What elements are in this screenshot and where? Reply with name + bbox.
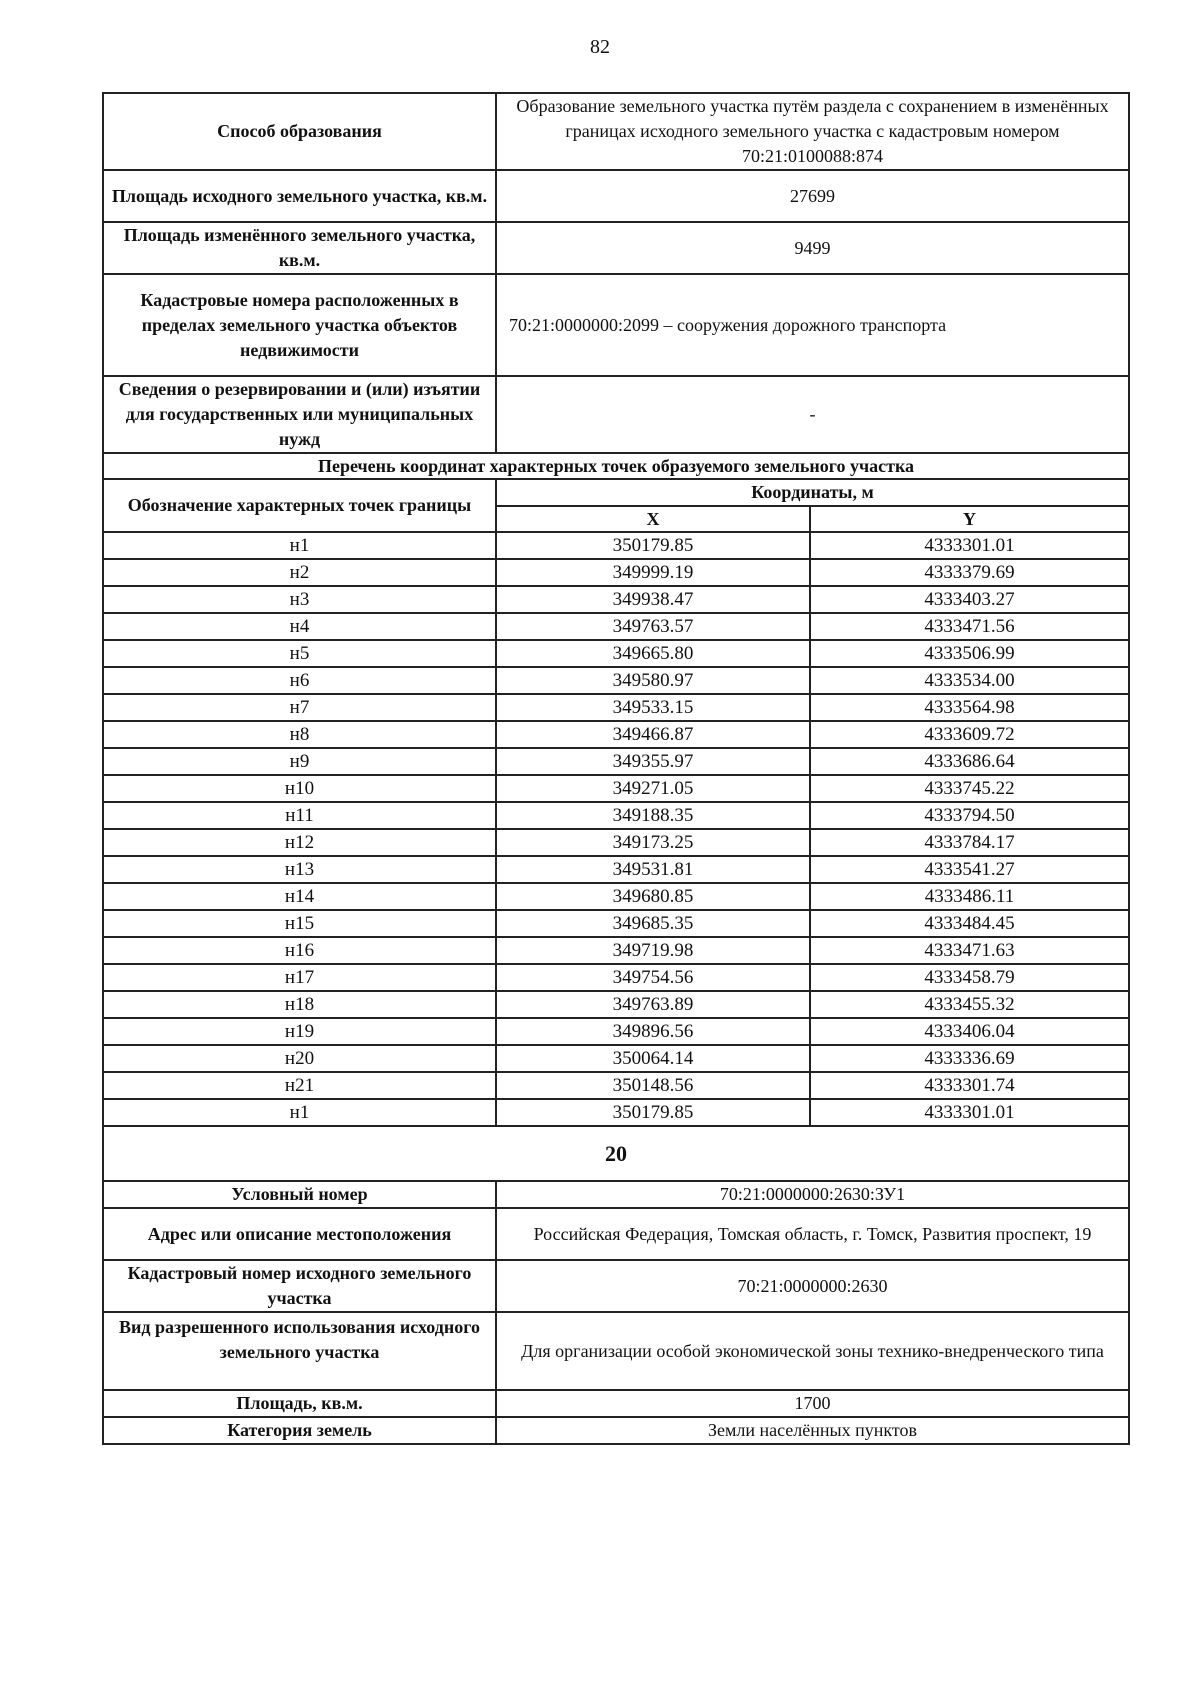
y-coordinate-cell: 4333301.74: [810, 1072, 1129, 1099]
address-value: Российская Федерация, Томская область, г. Томск, Развития проспект, 19: [496, 1208, 1129, 1260]
x-coordinate-cell: 349665.80: [496, 640, 810, 667]
point-cell: н20: [103, 1045, 496, 1072]
coordinate-row: [103, 829, 1129, 856]
row-reservation: [103, 376, 1129, 453]
point-cell: н2: [103, 559, 496, 586]
coordinate-row: [103, 640, 1129, 667]
row-source-cadastral-number: [103, 1260, 1129, 1312]
x-coordinate-cell: 349173.25: [496, 829, 810, 856]
coordinate-row: [103, 721, 1129, 748]
row-area: [103, 1390, 1129, 1417]
x-coordinate-cell: 349533.15: [496, 694, 810, 721]
x-coordinate-cell: 349754.56: [496, 964, 810, 991]
point-cell: н10: [103, 775, 496, 802]
x-coordinate-cell: 349685.35: [496, 910, 810, 937]
reservation-value: -: [496, 376, 1129, 453]
page-number: 82: [590, 36, 610, 58]
section-number: 20: [103, 1126, 1129, 1181]
coordinates-column-header: Координаты, м: [496, 479, 1129, 506]
coordinate-row: [103, 883, 1129, 910]
changed-area-value: 9499: [496, 222, 1129, 274]
row-permitted-use: [103, 1312, 1129, 1390]
point-cell: н1: [103, 1099, 496, 1126]
cadastral-objects-label: Кадастровые номера расположенных в пределах земельного участка объектов недвижимости: [103, 274, 496, 376]
point-cell: н15: [103, 910, 496, 937]
point-cell: н21: [103, 1072, 496, 1099]
x-coordinate-cell: 349580.97: [496, 667, 810, 694]
row-land-category: [103, 1417, 1129, 1444]
point-cell: н18: [103, 991, 496, 1018]
y-coordinate-cell: 4333301.01: [810, 1099, 1129, 1126]
y-coordinate-cell: 4333455.32: [810, 991, 1129, 1018]
row-changed-area: [103, 222, 1129, 274]
coordinate-row: [103, 937, 1129, 964]
y-coordinate-cell: 4333534.00: [810, 667, 1129, 694]
coordinate-row: [103, 667, 1129, 694]
y-coordinate-cell: 4333794.50: [810, 802, 1129, 829]
y-coordinate-cell: 4333379.69: [810, 559, 1129, 586]
area-label: Площадь, кв.м.: [103, 1390, 496, 1417]
point-cell: н7: [103, 694, 496, 721]
point-cell: н8: [103, 721, 496, 748]
permitted-use-label: Вид разрешенного использования исходного земельного участка: [103, 1312, 496, 1390]
row-address: [103, 1208, 1129, 1260]
x-coordinate-cell: 349271.05: [496, 775, 810, 802]
y-coordinate-cell: 4333301.01: [810, 532, 1129, 559]
y-coordinate-cell: 4333784.17: [810, 829, 1129, 856]
x-coordinate-cell: 349763.89: [496, 991, 810, 1018]
formation-method-value: Образование земельного участка путём раздела с сохранением в изменённых границах исходного земельного участка с кадастровым номером 70:21:0100088:874: [496, 93, 1129, 170]
x-coordinate-cell: 349896.56: [496, 1018, 810, 1045]
coordinate-row: [103, 586, 1129, 613]
row-section-number: [103, 1126, 1129, 1181]
y-coordinate-cell: 4333745.22: [810, 775, 1129, 802]
land-category-value: Земли населённых пунктов: [496, 1417, 1129, 1444]
point-cell: н12: [103, 829, 496, 856]
cadastral-objects-value: 70:21:0000000:2099 – сооружения дорожного транспорта: [496, 274, 1129, 376]
point-cell: н4: [103, 613, 496, 640]
coordinate-row: [103, 1018, 1129, 1045]
x-coordinate-cell: 349763.57: [496, 613, 810, 640]
point-cell: н14: [103, 883, 496, 910]
source-cadastral-number-label: Кадастровый номер исходного земельного участка: [103, 1260, 496, 1312]
coordinate-row: [103, 1072, 1129, 1099]
area-value: 1700: [496, 1390, 1129, 1417]
land-category-label: Категория земель: [103, 1417, 496, 1444]
point-cell: н16: [103, 937, 496, 964]
y-column-header: Y: [810, 506, 1129, 532]
coordinate-row: [103, 1045, 1129, 1072]
x-coordinate-cell: 349188.35: [496, 802, 810, 829]
x-coordinate-cell: 350179.85: [496, 532, 810, 559]
formation-method-label: Способ образования: [103, 93, 496, 170]
point-cell: н13: [103, 856, 496, 883]
coordinate-row: [103, 964, 1129, 991]
coordinate-row: [103, 856, 1129, 883]
y-coordinate-cell: 4333686.64: [810, 748, 1129, 775]
y-coordinate-cell: 4333506.99: [810, 640, 1129, 667]
coordinate-row: [103, 532, 1129, 559]
coordinate-row: [103, 1099, 1129, 1126]
y-coordinate-cell: 4333336.69: [810, 1045, 1129, 1072]
point-cell: н6: [103, 667, 496, 694]
address-label: Адрес или описание местоположения: [103, 1208, 496, 1260]
y-coordinate-cell: 4333458.79: [810, 964, 1129, 991]
row-cadastral-objects: [103, 274, 1129, 376]
point-cell: н11: [103, 802, 496, 829]
source-area-value: 27699: [496, 170, 1129, 222]
y-coordinate-cell: 4333471.56: [810, 613, 1129, 640]
reservation-label: Сведения о резервировании и (или) изъятии для государственных или муниципальных нужд: [103, 376, 496, 453]
x-coordinate-cell: 350064.14: [496, 1045, 810, 1072]
coordinate-row: [103, 613, 1129, 640]
y-coordinate-cell: 4333564.98: [810, 694, 1129, 721]
conditional-number-label: Условный номер: [103, 1181, 496, 1208]
x-coordinate-cell: 349466.87: [496, 721, 810, 748]
source-area-label: Площадь исходного земельного участка, кв.м.: [103, 170, 496, 222]
coordinate-row: [103, 748, 1129, 775]
land-plot-table: [102, 92, 1130, 1445]
y-coordinate-cell: 4333609.72: [810, 721, 1129, 748]
x-coordinate-cell: 350179.85: [496, 1099, 810, 1126]
row-coordinates-header: [103, 479, 1129, 506]
point-column-header: Обозначение характерных точек границы: [103, 479, 496, 532]
permitted-use-value: Для организации особой экономической зоны технико-внедренческого типа: [496, 1312, 1129, 1390]
source-cadastral-number-value: 70:21:0000000:2630: [496, 1260, 1129, 1312]
x-coordinate-cell: 349355.97: [496, 748, 810, 775]
point-cell: н9: [103, 748, 496, 775]
row-source-area: [103, 170, 1129, 222]
x-coordinate-cell: 349719.98: [496, 937, 810, 964]
x-coordinate-cell: 349531.81: [496, 856, 810, 883]
x-coordinate-cell: 349938.47: [496, 586, 810, 613]
point-cell: н3: [103, 586, 496, 613]
x-coordinate-cell: 350148.56: [496, 1072, 810, 1099]
row-conditional-number: [103, 1181, 1129, 1208]
coordinate-row: [103, 802, 1129, 829]
point-cell: н5: [103, 640, 496, 667]
point-cell: н19: [103, 1018, 496, 1045]
coordinate-row: [103, 694, 1129, 721]
y-coordinate-cell: 4333541.27: [810, 856, 1129, 883]
coordinate-row: [103, 910, 1129, 937]
x-coordinate-cell: 349680.85: [496, 883, 810, 910]
y-coordinate-cell: 4333406.04: [810, 1018, 1129, 1045]
y-coordinate-cell: 4333486.11: [810, 883, 1129, 910]
x-column-header: X: [496, 506, 810, 532]
row-coordinates-title: [103, 453, 1129, 479]
coordinates-title: Перечень координат характерных точек образуемого земельного участка: [103, 453, 1129, 479]
coordinate-row: [103, 559, 1129, 586]
changed-area-label: Площадь изменённого земельного участка, кв.м.: [103, 222, 496, 274]
point-cell: н1: [103, 532, 496, 559]
y-coordinate-cell: 4333484.45: [810, 910, 1129, 937]
y-coordinate-cell: 4333403.27: [810, 586, 1129, 613]
x-coordinate-cell: 349999.19: [496, 559, 810, 586]
coordinate-row: [103, 775, 1129, 802]
row-formation-method: [103, 93, 1129, 170]
point-cell: н17: [103, 964, 496, 991]
coordinate-row: [103, 991, 1129, 1018]
conditional-number-value: 70:21:0000000:2630:ЗУ1: [496, 1181, 1129, 1208]
y-coordinate-cell: 4333471.63: [810, 937, 1129, 964]
